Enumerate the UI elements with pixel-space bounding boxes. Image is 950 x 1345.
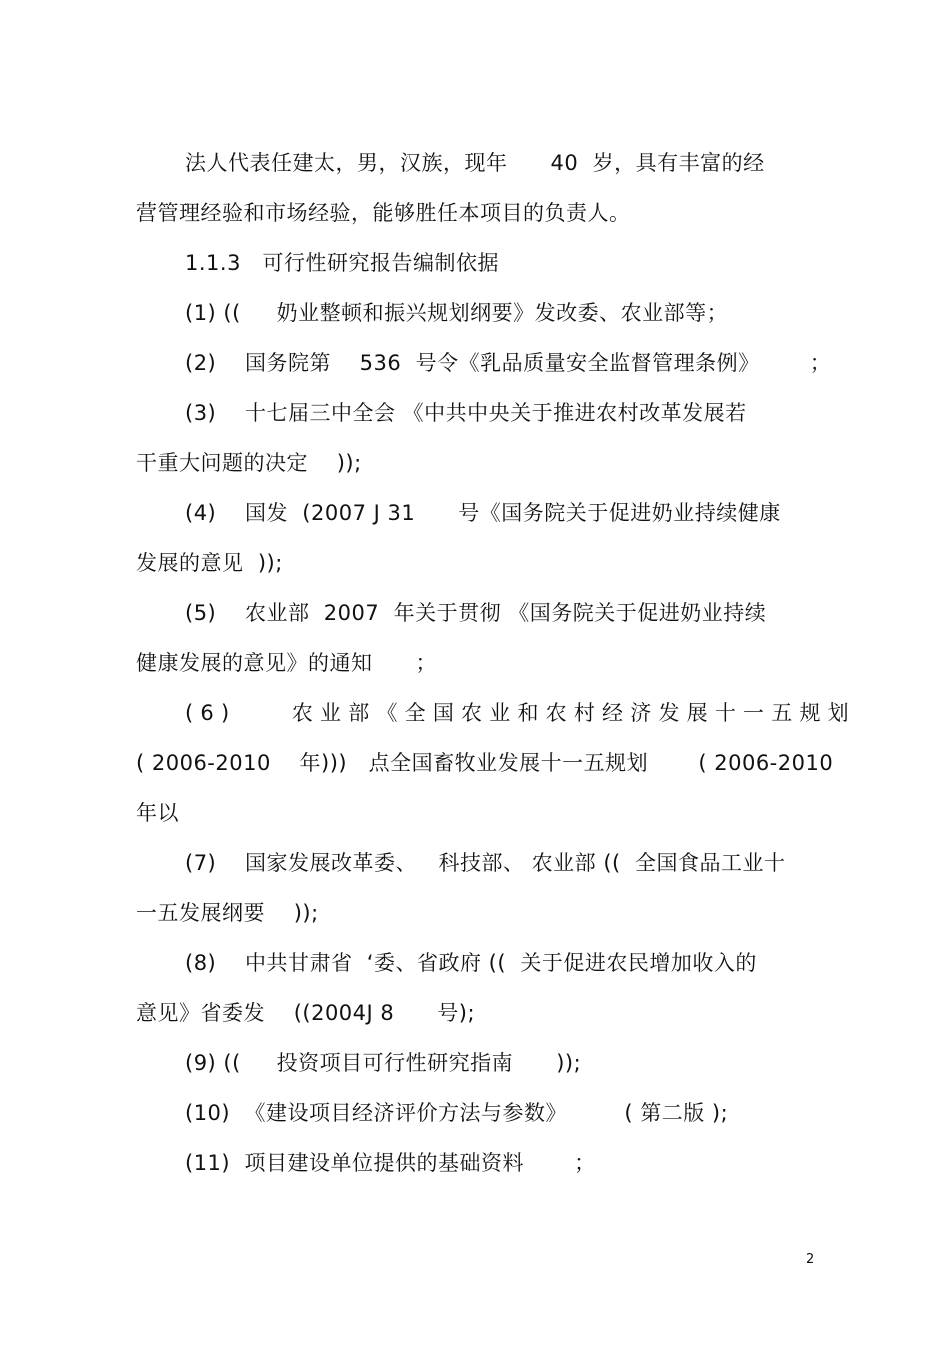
paragraph-line: 法人代表任建太，男，汉族，现年 40 岁，具有丰富的经 [185,151,765,175]
reference-item-continuation: ( 2006-2010 年))) 点全国畜牧业发展十一五规划 ( 2006-2010 [136,751,834,775]
reference-item: (10) 《建设项目经济评价方法与参数》 ( 第二版 ); [185,1101,729,1125]
page-number: 2 [806,1252,815,1267]
reference-item: (5) 农业部 2007 年关于贯彻 《国务院关于促进奶业持续 [185,601,767,625]
reference-item: (7) 国家发展改革委、 科技部、 农业部 (( 全国食品工业十 [185,851,786,875]
section-heading: 1.1.3 可行性研究报告编制依据 [185,251,499,275]
reference-item: (2) 国务院第 536 号令《乳品质量安全监督管理条例》 ； [185,351,832,375]
paragraph-line: 营管理经验和市场经验，能够胜任本项目的负责人。 [136,201,631,225]
reference-item-continuation: 意见》省委发 ((2004J 8 号); [136,1001,476,1025]
reference-item: (3) 十七届三中全会 《中共中央关于推进农村改革发展若 [185,401,747,425]
reference-item: (8) 中共甘肃省 ‘委、省政府 (( 关于促进农民增加收入的 [185,951,757,975]
reference-item: (4) 国发 (2007 J 31 号《国务院关于促进奶业持续健康 [185,501,781,525]
reference-item-continuation: 一五发展纲要 )); [136,901,319,925]
reference-item-continuation: 健康发展的意见》的通知 ； [136,651,438,675]
reference-item: (11) 项目建设单位提供的基础资料 ； [185,1151,596,1175]
reference-item-continuation: 发展的意见 )); [136,551,283,575]
reference-item: (6) 农业部《全国农业和农村经济发展十一五规划 [185,701,856,725]
reference-item: (9) (( 投资项目可行性研究指南 )); [185,1051,582,1075]
reference-item: (1) (( 奶业整顿和振兴规划纲要》发改委、农业部等； [185,301,729,325]
reference-item-continuation: 干重大问题的决定 )); [136,451,362,475]
reference-item-continuation: 年以 [136,801,179,825]
